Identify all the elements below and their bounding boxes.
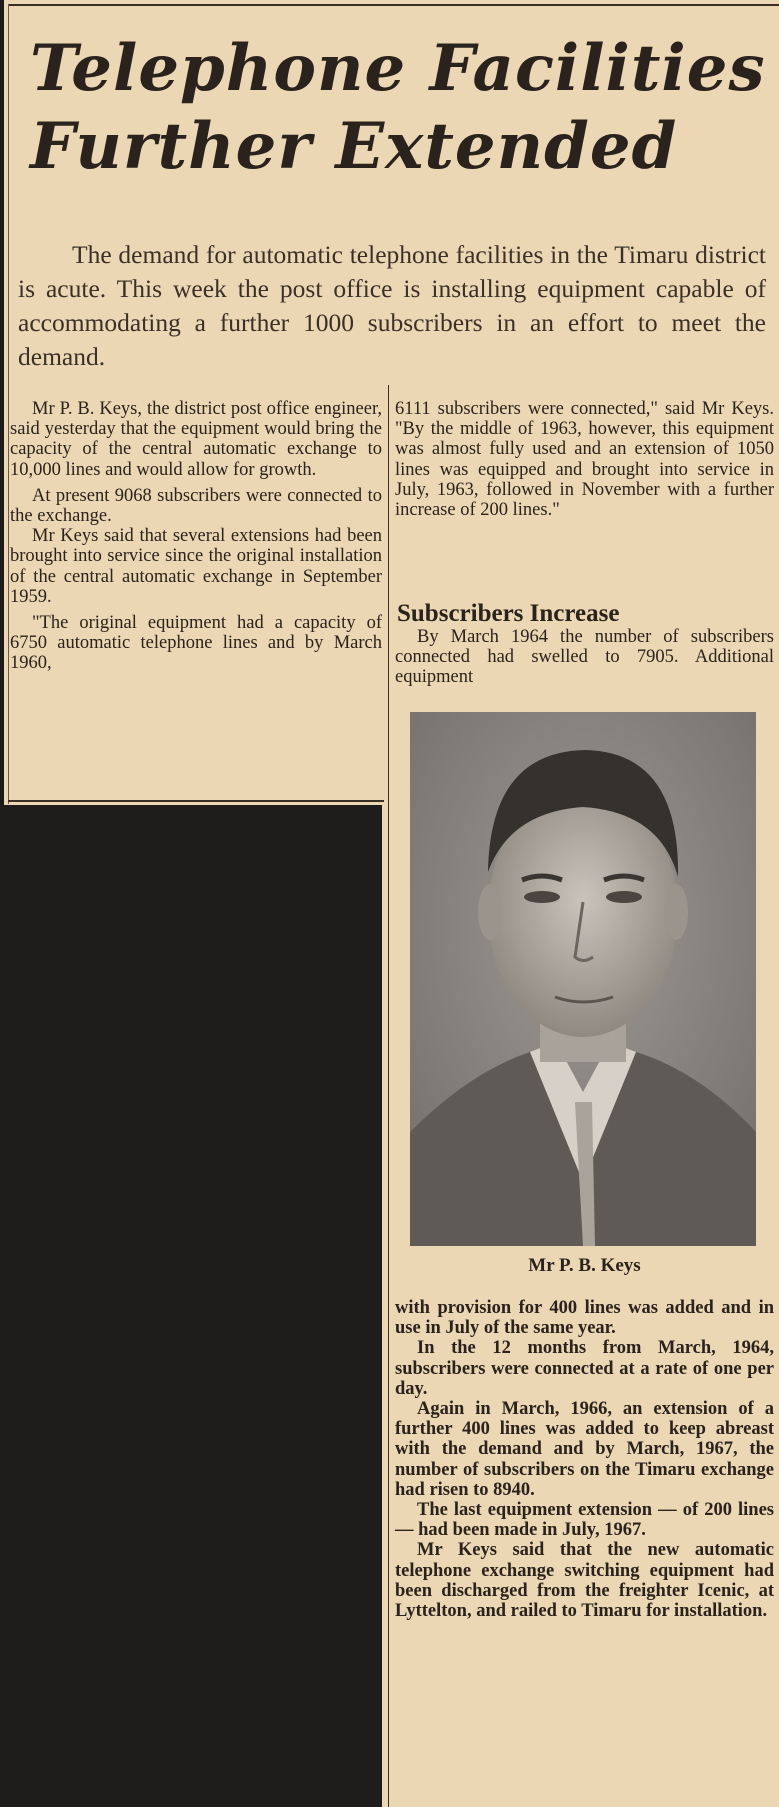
paragraph: At present 9068 subscribers were connected to the exchange. bbox=[10, 485, 382, 527]
paragraph: "The original equipment had a capacity of 6750 automatic telephone lines and by March 1960, bbox=[10, 613, 382, 674]
paragraph: Again in March, 1966, an extension of a further 400 lines was added to keep abreast with the demand and by March, 1967, the number of subscribers on the Timaru exchange had risen to 8940. bbox=[395, 1399, 774, 1500]
subhead: Subscribers Increase bbox=[397, 600, 620, 627]
column-right-top bbox=[395, 399, 774, 520]
column-divider bbox=[388, 385, 389, 1807]
column-bottom-rule bbox=[8, 800, 384, 802]
left-rule bbox=[8, 4, 9, 804]
paragraph: Mr P. B. Keys, the district post office engineer, said yesterday that the equipment would bring the capacity of the central automatic exchange to 10,000 lines and would allow for growth. bbox=[10, 399, 382, 480]
headline-line-2: Further Extended bbox=[30, 109, 678, 184]
paragraph: Mr Keys said that several extensions had been brought into service since the original installation of the central automatic exchange in September 1959. bbox=[10, 526, 382, 607]
portrait-photo bbox=[410, 712, 756, 1246]
paragraph: The last equipment extension — of 200 lines — had been made in July, 1967. bbox=[395, 1500, 774, 1541]
portrait-image bbox=[410, 712, 756, 1246]
headline-line-1: Telephone Facilities bbox=[30, 31, 766, 106]
paragraph: Mr Keys said that the new automatic telephone exchange switching equipment had been discharged from the freighter Icenic, at Lyttelton, and railed to Timaru for installation. bbox=[395, 1540, 774, 1622]
paragraph: In the 12 months from March, 1964, subscribers were connected at a rate of one per day. bbox=[395, 1338, 774, 1399]
paragraph: 6111 subscribers were connected," said Mr Keys. "By the middle of 1963, however, this equipment was almost fully used and an extension of 1050 lines was equipped and brought into service in July, 1963, followed in November with a further increase of 200 lines." bbox=[395, 399, 774, 521]
column-left bbox=[10, 399, 382, 674]
paragraph: with provision for 400 lines was added and in use in July of the same year. bbox=[395, 1298, 774, 1339]
column-right-sub bbox=[395, 627, 774, 688]
photo-caption: Mr P. B. Keys bbox=[528, 1255, 641, 1276]
paragraph: By March 1964 the number of subscribers connected had swelled to 7905. Additional equipment bbox=[395, 627, 774, 688]
top-rule bbox=[8, 4, 779, 6]
headline bbox=[30, 30, 770, 186]
dark-background bbox=[0, 805, 382, 1807]
intro-paragraph: The demand for automatic telephone facilities in the Timaru district is acute. This week the post office is installing equipment capable of accommodating a further 1000 subscribers in an effort to meet the demand. bbox=[18, 240, 766, 371]
column-right-bottom bbox=[395, 1298, 774, 1621]
